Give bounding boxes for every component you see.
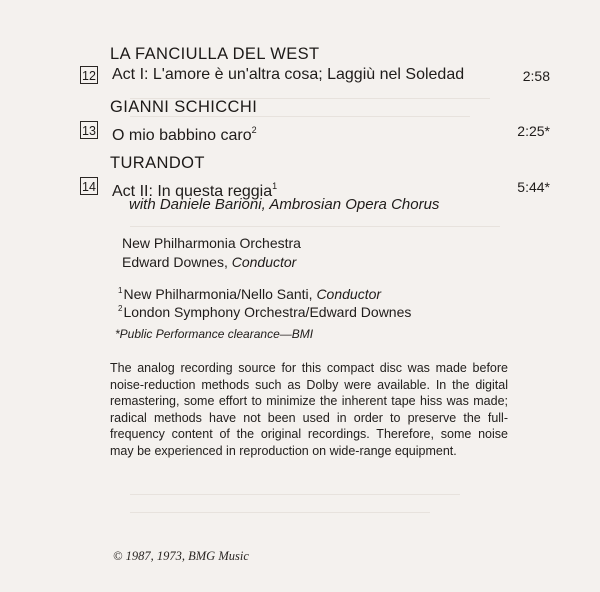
track-title: Act I: L'amore è un'altra cosa; Laggiù nel Soledad xyxy=(112,66,465,83)
track-row xyxy=(80,120,550,142)
show-through-line xyxy=(130,226,500,227)
performers-note: with Daniele Barioni, Ambrosian Opera Chorus xyxy=(129,196,440,213)
footnote-1: $^1$New Philharmonia/Nello Santi, Conductor xyxy=(118,286,382,302)
track-row xyxy=(80,65,550,87)
track-duration: 5:44* xyxy=(517,179,550,195)
opera-title: LA FANCIULLA DEL WEST xyxy=(110,45,320,63)
footnote-2: $^2$London Symphony Orchestra/Edward Downes xyxy=(118,304,412,320)
footnote-marker: 2 xyxy=(251,125,257,135)
recording-notice: The analog recording source for this compact disc was made before noise-reduction methods such as Dolby were available. In the digital remastering, some effort to minimize the inherent tape hiss was made; radical methods have not been used in order to preserve the full-frequency content of the original recordings. Therefore, some noise may be experienced in reproduction on wide-range equipment. xyxy=(110,361,508,458)
footnote-marker: 1 xyxy=(272,181,278,191)
track-duration: 2:25* xyxy=(517,123,550,139)
track-title: O mio babbino caro$^2$ xyxy=(112,125,257,144)
show-through-line xyxy=(130,512,430,513)
track-title: Act II: In questa reggia$^1$ xyxy=(112,181,278,200)
opera-title: TURANDOT xyxy=(110,154,205,172)
track-row xyxy=(80,176,550,198)
conductor-credit: Edward Downes, Conductor xyxy=(122,254,297,270)
opera-title: GIANNI SCHICCHI xyxy=(110,98,258,116)
orchestra-credit: New Philharmonia Orchestra xyxy=(122,235,301,251)
track-number: 13 xyxy=(80,121,98,139)
track-duration: 2:58 xyxy=(522,68,550,84)
copyright-line: © 1987, 1973, BMG Music xyxy=(113,549,249,563)
track-number: 14 xyxy=(80,177,98,195)
track-number: 12 xyxy=(80,66,98,84)
clearance-note: *Public Performance clearance—BMI xyxy=(115,327,314,341)
show-through-line xyxy=(130,494,460,495)
